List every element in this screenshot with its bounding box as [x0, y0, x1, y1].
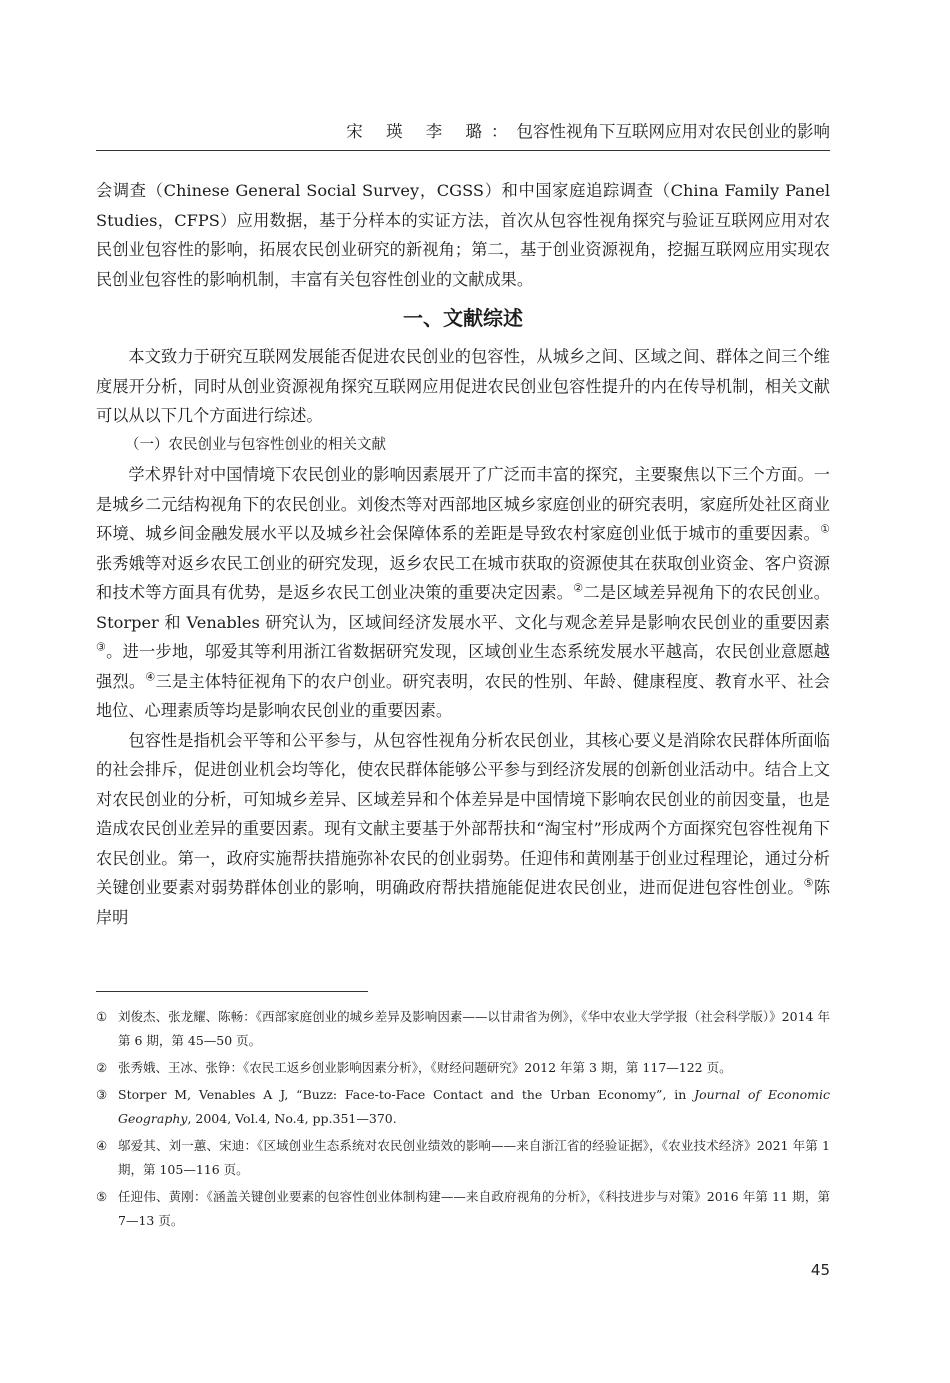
paragraph-1-sentence-3: 二是区域差异视角下的农民创业。Storper 和 Venables 研究认为，区域间经济发展水平、文化与观念差异是影响农民创业的重要因素 — [96, 583, 830, 632]
paragraph-1 — [96, 460, 830, 726]
section-title: 一、文献综述 — [403, 306, 523, 330]
footnote-5-mark: ⑤ — [96, 1189, 108, 1204]
footnote-rule — [96, 991, 368, 992]
footnote-2-text: 张秀娥、王冰、张铮：《农民工返乡创业影响因素分析》，《财经问题研究》2012 年第 3 期，第 117—122 页。 — [118, 1060, 732, 1075]
footnote-3-mark: ③ — [96, 1087, 108, 1102]
footnote-5-text: 任迎伟、黄刚：《涵盖关键创业要素的包容性创业体制构建——来自政府视角的分析》，《科技进步与对策》2016 年第 11 期，第 7—13 页。 — [118, 1189, 830, 1228]
paragraph-1-sentence-2: 张秀娥等对返乡农民工创业的研究发现，返乡农民工在城市获取的资源使其在获取创业资金、客户资源和技术等方面具有优势，是返乡农民工创业决策的重要决定因素。 — [96, 553, 830, 602]
footnote-1-text: 刘俊杰、张龙耀、陈畅：《西部家庭创业的城乡差异及影响因素——以甘肃省为例》，《华中农业大学学报（社会科学版）》2014 年第 6 期，第 45—50 页。 — [118, 1009, 830, 1048]
paragraph-2-sentence-1: 包容性是指机会平等和公平参与，从包容性视角分析农民创业，其核心要义是消除农民群体所面临的社会排斥，促进创业机会均等化，使农民群体能够公平参与到经济发展的创新创业活动中。结合上文对农民创业的分析，可知城乡差异、区域差异和个体差异是中国情境下影响农民创业的前因变量，也是造成农民创业差异的重要因素。现有文献主要基于外部帮扶和“淘宝村”形成两个方面探究包容性视角下农民创业。第一，政府实施帮扶措施弥补农民的创业弱势。任迎伟和黄刚基于创业过程理论，通过分析关键创业要素对弱势群体创业的影响，明确政府帮扶措施能促进农民创业，进而促进包容性创业。 — [96, 730, 830, 897]
footnote-3 — [96, 1083, 830, 1131]
running-header — [346, 118, 830, 142]
footnote-2-mark: ② — [96, 1060, 108, 1075]
footnote-4-mark: ④ — [96, 1138, 108, 1153]
paragraph-2 — [96, 726, 830, 933]
footnote-ref-3[interactable]: ③ — [96, 640, 107, 654]
section-intro-paragraph: 本文致力于研究互联网发展能否促进农民创业的包容性，从城乡之间、区域之间、群体之间三个维度展开分析，同时从创业资源视角探究互联网应用促进农民创业包容性提升的内在传导机制，相关文献可以从以下几个方面进行综述。 — [96, 347, 830, 425]
paragraph-2-sentence-2: 陈岸明 — [96, 878, 830, 927]
paragraph-1-sentence-4: 。进一步地，邬爱其等利用浙江省数据研究发现，区域创业生态系统发展水平越高，农民创业意愿越强烈。 — [96, 642, 830, 691]
footnote-4 — [96, 1134, 830, 1182]
page-number: 45 — [810, 1261, 830, 1279]
footnote-ref-2[interactable]: ② — [573, 581, 584, 595]
header-authors: 宋 瑛 李 璐： — [346, 122, 517, 141]
footnote-1 — [96, 1005, 830, 1053]
footnote-5 — [96, 1185, 830, 1233]
body-text — [96, 176, 830, 932]
intro-paragraph: 会调查（Chinese General Social Survey，CGSS）和中国家庭追踪调查（China Family Panel Studies，CFPS）应用数据，基于分样本的实证方法，首次从包容性视角探究与验证互联网应用对农民创业包容性的影响，拓展农民创业研究的新视角；第二，基于创业资源视角，挖掘互联网应用实现农民创业包容性的影响机制，丰富有关包容性创业的文献成果。 — [96, 181, 830, 289]
footnotes — [96, 1005, 830, 1236]
footnote-ref-4[interactable]: ④ — [145, 670, 156, 684]
footnote-3-journal: Journal of Economic Geography — [118, 1087, 830, 1126]
footnote-2 — [96, 1056, 830, 1080]
footnote-3-text-end: , 2004, Vol.4, No.4, pp.351—370. — [187, 1111, 397, 1126]
footnote-ref-5[interactable]: ⑤ — [803, 876, 814, 890]
paragraph-1-sentence-1: 学术界针对中国情境下农民创业的影响因素展开了广泛而丰富的探究，主要聚焦以下三个方面。一是城乡二元结构视角下的农民创业。刘俊杰等对西部地区城乡家庭创业的研究表明，家庭所处社区商业环境、城乡间金融发展水平以及城乡社会保障体系的差距是导致农村家庭创业低于城市的重要因素。 — [96, 465, 830, 543]
footnote-1-mark: ① — [96, 1009, 108, 1024]
subsection-title: （一）农民创业与包容性创业的相关文献 — [125, 436, 386, 453]
paragraph-1-sentence-5: 三是主体特征视角下的农户创业。研究表明，农民的性别、年龄、健康程度、教育水平、社会地位、心理素质等均是影响农民创业的重要因素。 — [96, 671, 830, 720]
footnote-ref-1[interactable]: ① — [820, 522, 830, 536]
footnote-4-text: 邬爱其、刘一蕙、宋迪：《区域创业生态系统对农民创业绩效的影响——来自浙江省的经验证据》，《农业技术经济》2021 年第 1 期，第 105—116 页。 — [118, 1138, 830, 1177]
footnote-3-text: Storper M, Venables A J, “Buzz: Face-to-Face Contact and the Urban Economy”, in — [118, 1087, 695, 1102]
header-rule — [96, 150, 830, 151]
header-article-title: 包容性视角下互联网应用对农民创业的影响 — [516, 122, 830, 141]
